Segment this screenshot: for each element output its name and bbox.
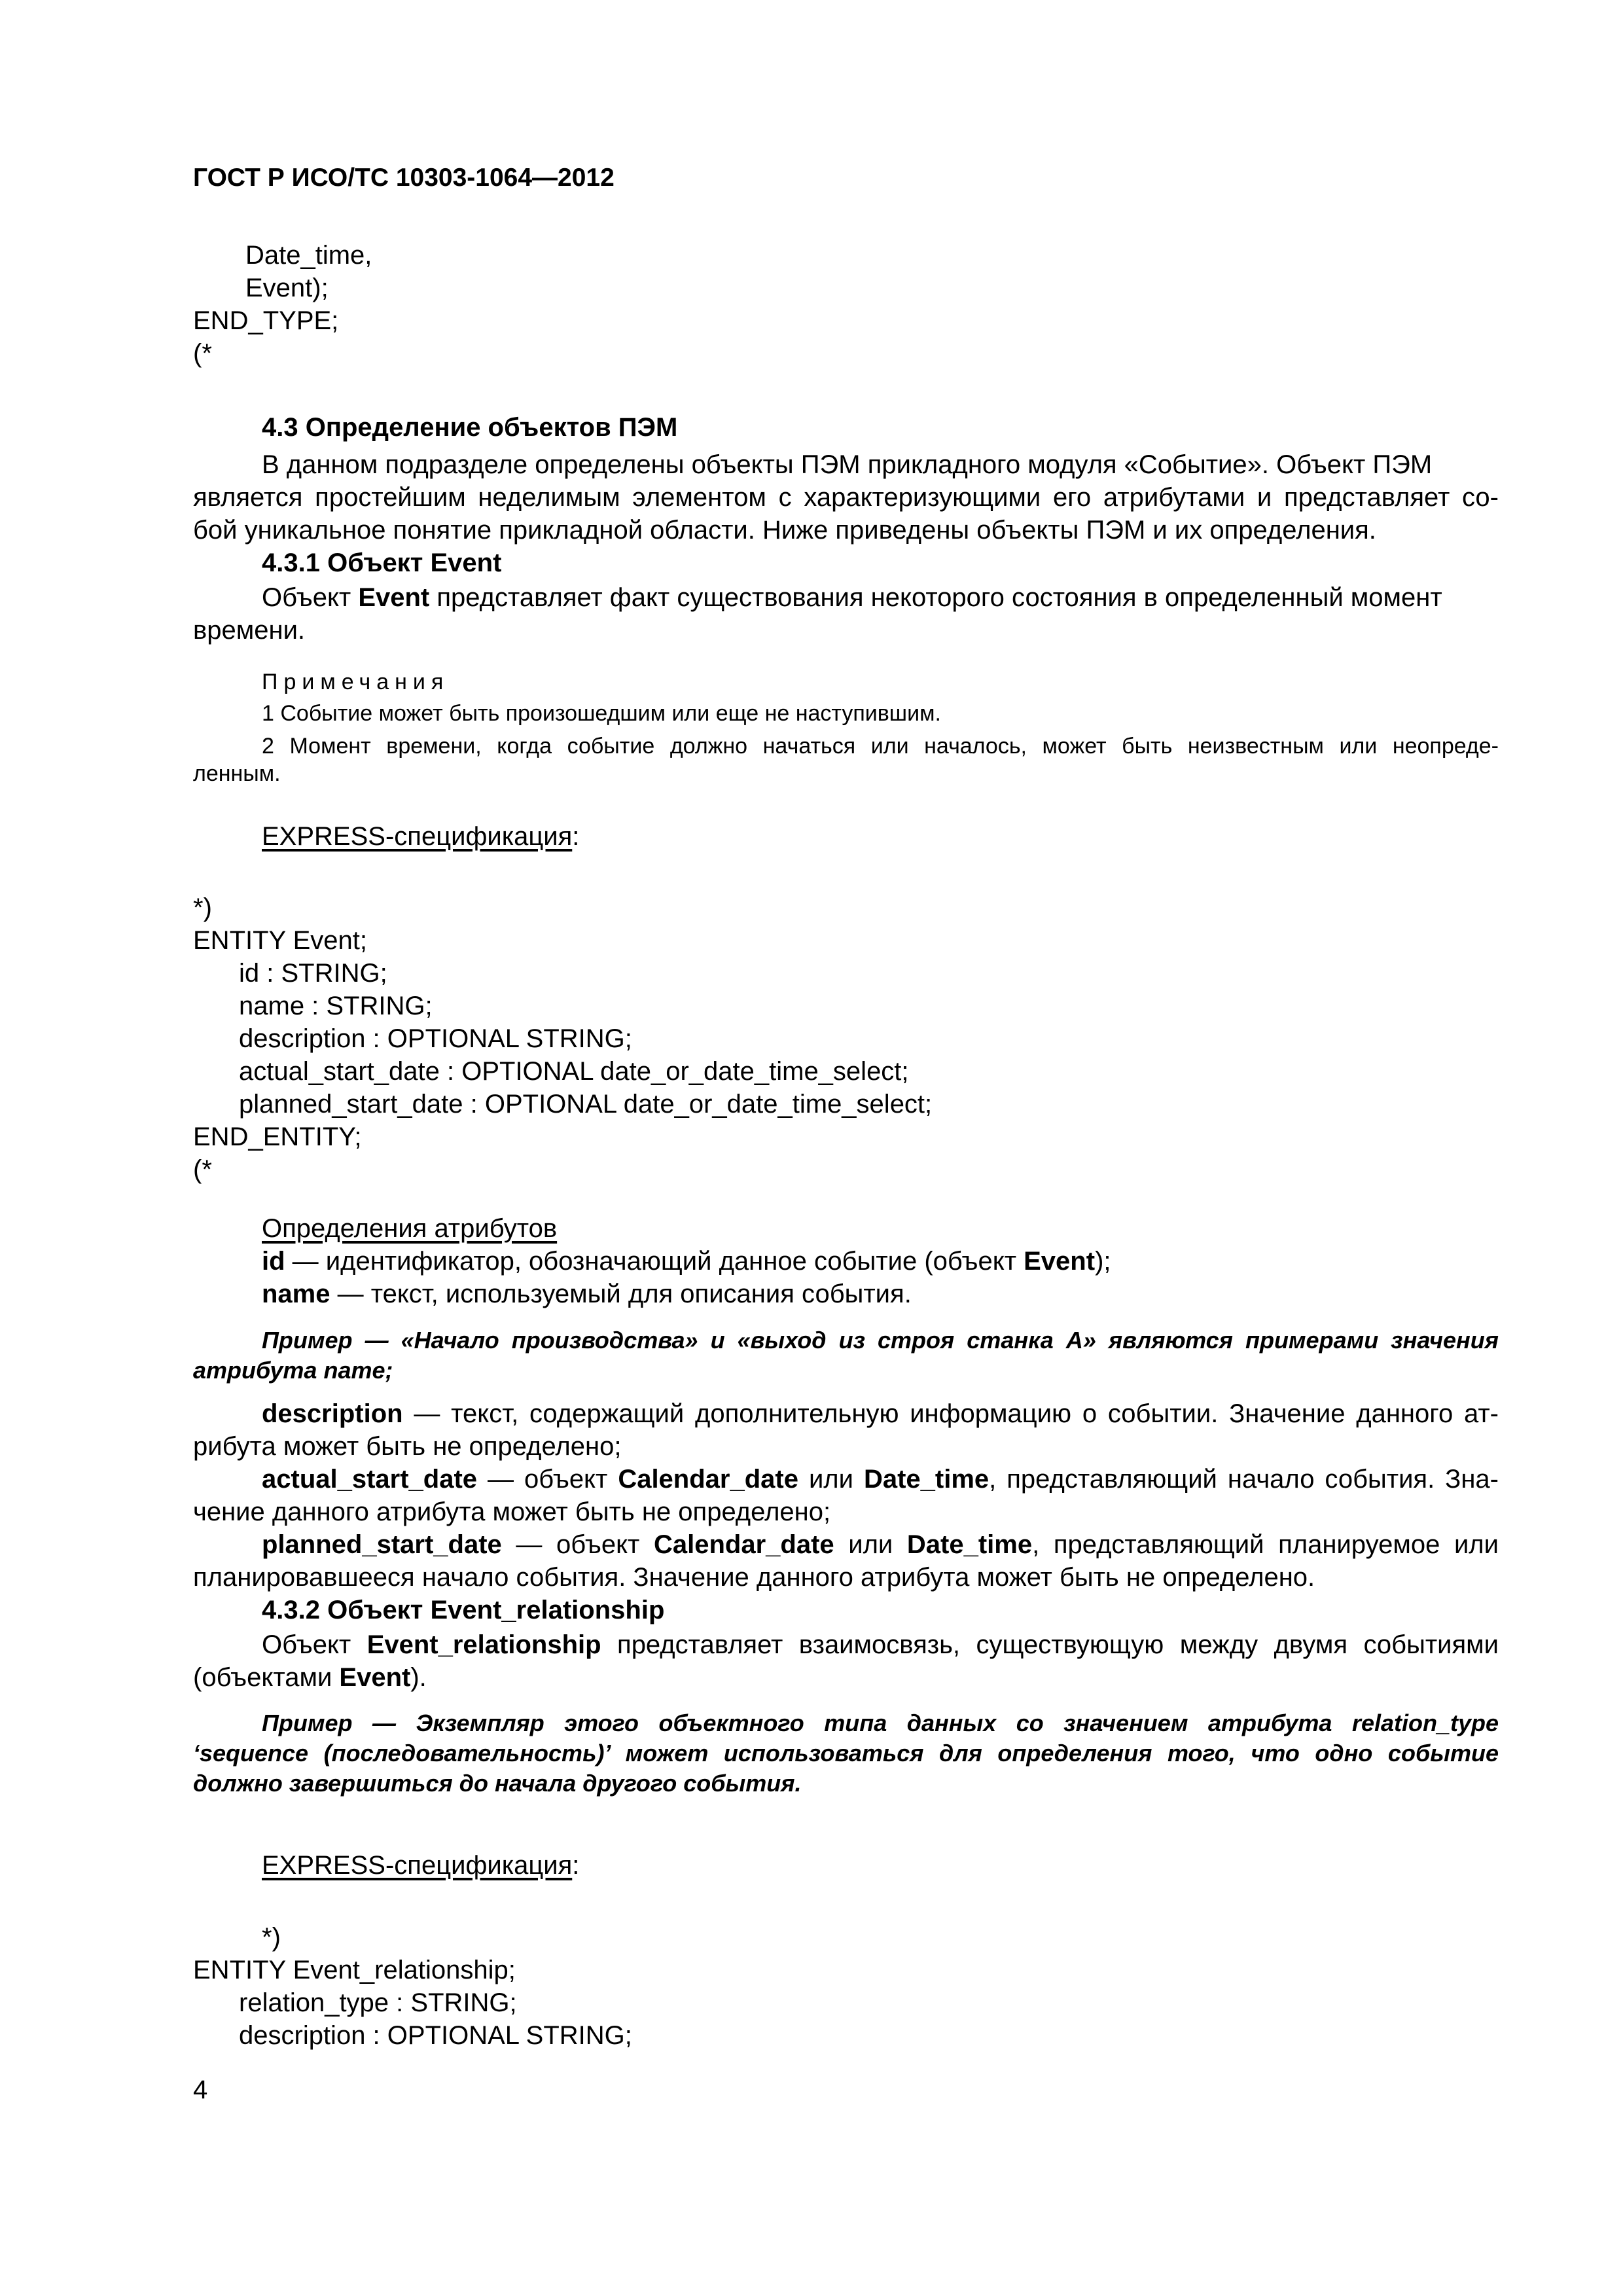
code-line: *): [193, 893, 212, 922]
section-heading-4-3-2: 4.3.2 Объект Event_relationship: [262, 1596, 665, 1624]
example-text: атрибута name;: [193, 1357, 393, 1384]
note-item: 1 Событие может быть произошедшим или еще не наступившим.: [262, 701, 941, 726]
code-line: ENTITY Event;: [193, 926, 368, 955]
attribute-def-actual-start-date: actual_start_date — объект Calendar_date или Date_time, представляющий начало события. Зна-: [262, 1465, 1499, 1494]
paragraph-line: Объект Event_relationship представляет взаимосвязь, существующую между двумя событиями: [262, 1630, 1499, 1659]
code-line: Date_time,: [245, 241, 372, 270]
paragraph-line: планировавшееся начало события. Значение данного атрибута может быть не определено.: [193, 1563, 1315, 1592]
express-spec-label: EXPRESS-спецификация:: [262, 1851, 580, 1880]
example-text: ‘sequence (последовательность)’ может использоваться для определения того, что одно событие: [193, 1740, 1499, 1767]
code-line: actual_start_date : OPTIONAL date_or_date_time_select;: [239, 1057, 909, 1086]
page-number: 4: [193, 2075, 208, 2104]
paragraph-line: является простейшим неделимым элементом с характеризующими его атрибутами и представляет со-: [193, 483, 1499, 512]
code-line: END_TYPE;: [193, 306, 339, 335]
example-text: должно завершиться до начала другого события.: [193, 1770, 802, 1797]
paragraph-line: чение данного атрибута может быть не определено;: [193, 1498, 831, 1526]
paragraph-line: рибута может быть не определено;: [193, 1432, 622, 1461]
note-item: 2 Момент времени, когда событие должно начаться или началось, может быть неизвестным или неопреде-: [262, 734, 1499, 759]
code-line: id : STRING;: [239, 959, 387, 988]
code-line: (*: [193, 1155, 212, 1184]
example-text: Пример — Экземпляр этого объектного типа данных со значением атрибута relation_type: [262, 1710, 1499, 1736]
paragraph-line: В данном подразделе определены объекты ПЭМ прикладного модуля «Событие». Объект ПЭМ: [262, 450, 1433, 479]
attributes-title: Определения атрибутов: [262, 1214, 558, 1243]
section-heading-4-3: 4.3 Определение объектов ПЭМ: [262, 413, 678, 442]
example-text: Пример — «Начало производства» и «выход из строя станка А» являются примерами значения: [262, 1327, 1499, 1354]
code-line: ENTITY Event_relationship;: [193, 1956, 516, 1984]
paragraph-line: бой уникальное понятие прикладной области. Ниже приведены объекты ПЭМ и их определения.: [193, 516, 1376, 545]
attribute-def-planned-start-date: planned_start_date — объект Calendar_date или Date_time, представляющий планируемое или: [262, 1530, 1499, 1559]
paragraph-line: (объектами Event).: [193, 1663, 427, 1692]
code-line: planned_start_date : OPTIONAL date_or_date_time_select;: [239, 1090, 933, 1119]
attribute-def-description: description — текст, содержащий дополнительную информацию о событии. Значение данного ат-: [262, 1399, 1499, 1428]
express-spec-label: EXPRESS-спецификация:: [262, 822, 580, 851]
paragraph-line: времени.: [193, 616, 306, 645]
notes-title: Примечания: [262, 670, 450, 694]
code-line: *): [262, 1923, 281, 1952]
code-line: Event);: [245, 274, 329, 302]
document-header: ГОСТ Р ИСО/ТС 10303-1064—2012: [193, 164, 615, 192]
code-line: description : OPTIONAL STRING;: [239, 2021, 632, 2050]
attribute-def-id: id — идентификатор, обозначающий данное событие (объект Event);: [262, 1247, 1111, 1276]
code-line: (*: [193, 339, 212, 368]
paragraph-line: Объект Event представляет факт существования некоторого состояния в определенный момент: [262, 583, 1442, 612]
code-line: relation_type : STRING;: [239, 1988, 517, 2017]
code-line: END_ENTITY;: [193, 1122, 362, 1151]
attribute-def-name: name — текст, используемый для описания события.: [262, 1280, 912, 1308]
code-line: name : STRING;: [239, 992, 433, 1020]
section-heading-4-3-1: 4.3.1 Объект Event: [262, 548, 502, 577]
note-item: ленным.: [193, 761, 281, 786]
code-line: description : OPTIONAL STRING;: [239, 1024, 632, 1053]
